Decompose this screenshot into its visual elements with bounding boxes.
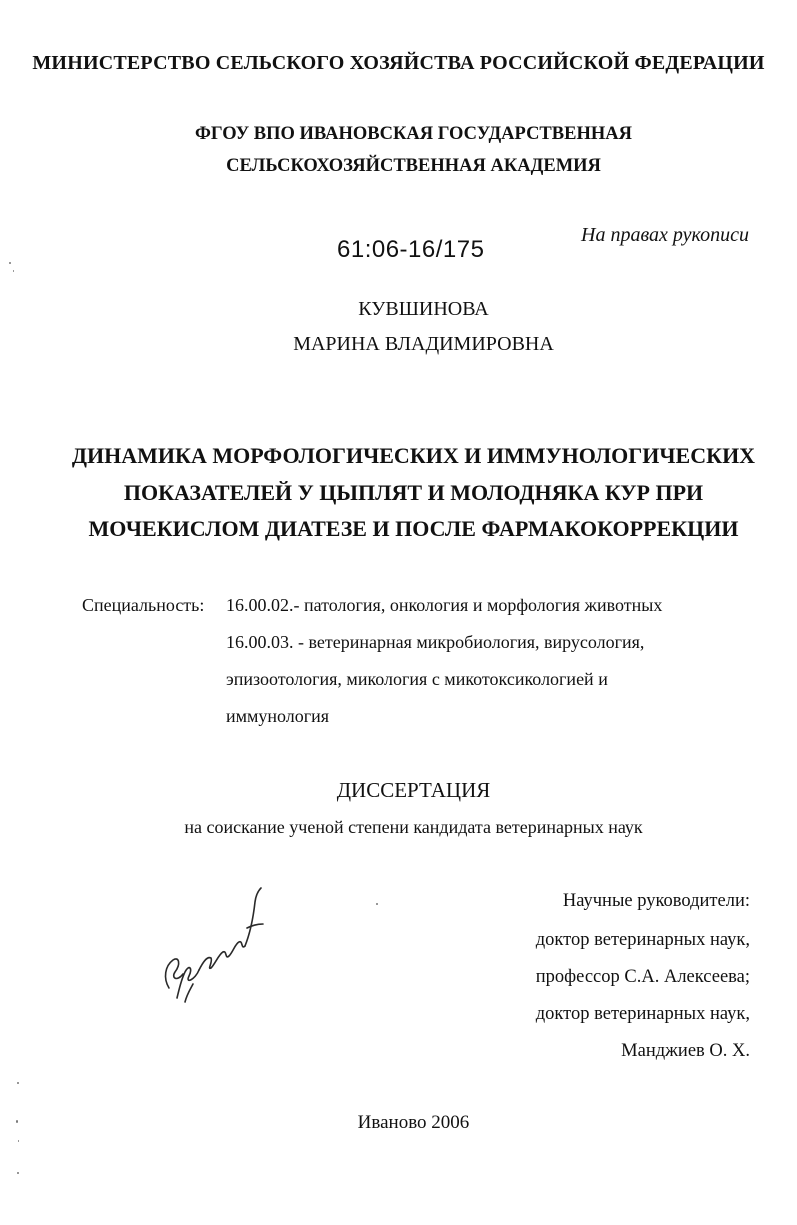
- specialty-line: 16.00.02.- патология, онкология и морфология животных: [226, 595, 663, 615]
- author-signature: [155, 880, 275, 1010]
- thesis-title-line: ДИНАМИКА МОРФОЛОГИЧЕСКИХ И ИММУНОЛОГИЧЕСКИХ: [71, 443, 756, 468]
- specialty-line: иммунология: [226, 706, 330, 726]
- scan-speck: [17, 1172, 19, 1174]
- scan-speck: [376, 903, 378, 905]
- scan-speck: [9, 262, 11, 264]
- thesis-title-line: ПОКАЗАТЕЛЕЙ У ЦЫПЛЯТ И МОЛОДНЯКА КУР ПРИ: [123, 480, 704, 505]
- city-and-year: Иваново 2006: [357, 1112, 470, 1133]
- author-surname: КУВШИНОВА: [358, 298, 489, 320]
- supervisor-line: доктор ветеринарных наук,: [535, 1004, 750, 1024]
- supervisor-line: доктор ветеринарных наук,: [535, 930, 750, 950]
- specialty-line: 16.00.03. - ветеринарная микробиология, вирусология,: [226, 632, 645, 652]
- supervisor-line: Манджиев О. Х.: [621, 1041, 750, 1061]
- manuscript-rights-note: На правах рукописи: [581, 224, 749, 246]
- specialty-line: эпизоотология, микология с микотоксикологией и: [226, 669, 608, 689]
- supervisors-heading: Научные руководители:: [562, 891, 750, 911]
- supervisor-line: профессор С.А. Алексеева;: [535, 967, 750, 987]
- academy-name-line-2: СЕЛЬСКОХОЗЯЙСТВЕННАЯ АКАДЕМИЯ: [226, 156, 601, 176]
- scan-speck: [13, 270, 14, 272]
- ministry-header: МИНИСТЕРСТВО СЕЛЬСКОГО ХОЗЯЙСТВА РОССИЙСКОЙ ФЕДЕРАЦИИ: [32, 52, 765, 74]
- specialty-label: Специальность:: [82, 595, 205, 615]
- scan-speck: [17, 1082, 19, 1084]
- thesis-title-line: МОЧЕКИСЛОМ ДИАТЕЗЕ И ПОСЛЕ ФАРМАКОКОРРЕКЦИИ: [88, 516, 739, 541]
- library-stamp-code: 61:06-16/175: [337, 236, 485, 263]
- author-given-names: МАРИНА ВЛАДИМИРОВНА: [293, 333, 554, 355]
- scan-speck: [18, 1140, 19, 1142]
- dissertation-subtitle: на соискание ученой степени кандидата ветеринарных наук: [184, 817, 643, 837]
- academy-name-line-1: ФГОУ ВПО ИВАНОВСКАЯ ГОСУДАРСТВЕННАЯ: [195, 124, 632, 144]
- dissertation-heading: ДИССЕРТАЦИЯ: [336, 778, 491, 802]
